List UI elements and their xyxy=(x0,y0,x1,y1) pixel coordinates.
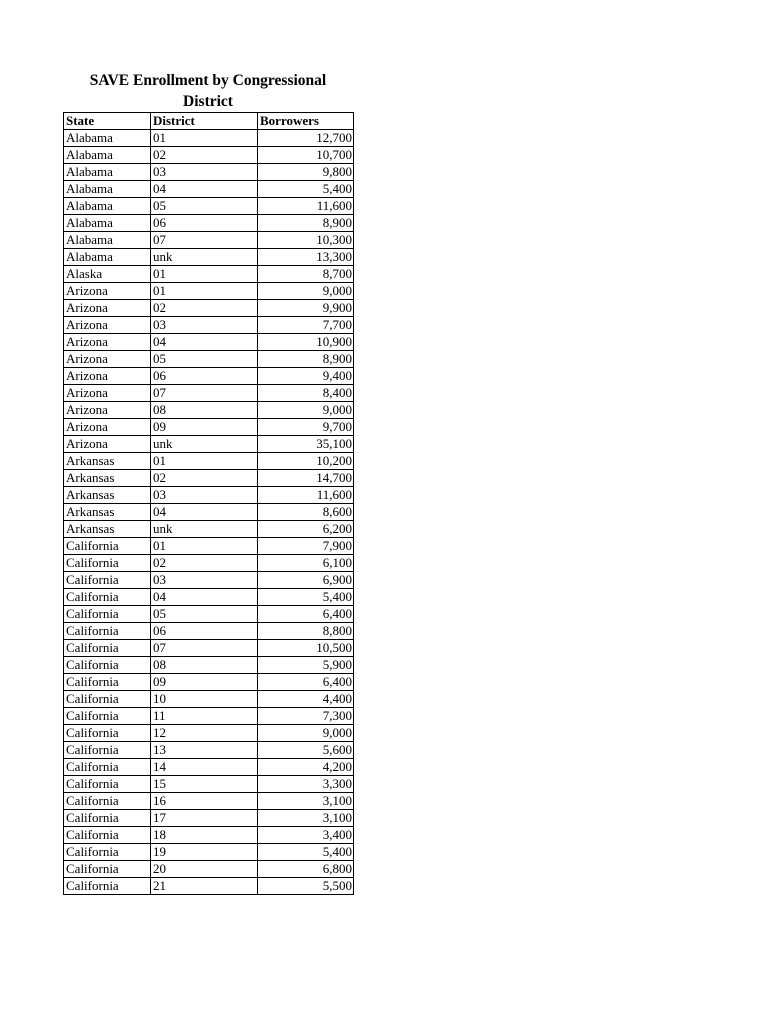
cell-state: California xyxy=(64,759,151,776)
cell-state: Alaska xyxy=(64,266,151,283)
document-title: SAVE Enrollment by Congressional District xyxy=(89,72,327,110)
table-row xyxy=(64,402,354,419)
cell-borrowers: 10,500 xyxy=(258,640,354,657)
cell-district: 05 xyxy=(151,606,258,623)
table-row xyxy=(64,266,354,283)
cell-borrowers: 4,200 xyxy=(258,759,354,776)
table-row xyxy=(64,487,354,504)
cell-district: 05 xyxy=(151,351,258,368)
table-row xyxy=(64,691,354,708)
cell-borrowers: 5,500 xyxy=(258,878,354,895)
table-row xyxy=(64,861,354,878)
cell-borrowers: 10,900 xyxy=(258,334,354,351)
cell-state: California xyxy=(64,640,151,657)
cell-borrowers: 6,400 xyxy=(258,674,354,691)
cell-borrowers: 9,700 xyxy=(258,419,354,436)
cell-borrowers: 35,100 xyxy=(258,436,354,453)
cell-borrowers: 7,300 xyxy=(258,708,354,725)
table-row xyxy=(64,827,354,844)
table-row xyxy=(64,436,354,453)
cell-state: California xyxy=(64,776,151,793)
cell-state: Arkansas xyxy=(64,487,151,504)
cell-state: California xyxy=(64,827,151,844)
table-row xyxy=(64,147,354,164)
cell-district: 04 xyxy=(151,334,258,351)
table-row xyxy=(64,351,354,368)
table-row xyxy=(64,453,354,470)
cell-borrowers: 10,700 xyxy=(258,147,354,164)
column-header-borrowers: Borrowers xyxy=(258,113,354,130)
cell-district: 06 xyxy=(151,368,258,385)
cell-borrowers: 6,200 xyxy=(258,521,354,538)
cell-borrowers: 4,400 xyxy=(258,691,354,708)
table-row xyxy=(64,164,354,181)
cell-district: 06 xyxy=(151,215,258,232)
cell-borrowers: 8,600 xyxy=(258,504,354,521)
cell-district: 19 xyxy=(151,844,258,861)
cell-borrowers: 9,000 xyxy=(258,402,354,419)
document-page xyxy=(63,70,353,895)
cell-borrowers: 9,900 xyxy=(258,300,354,317)
cell-state: Arizona xyxy=(64,300,151,317)
cell-district: 10 xyxy=(151,691,258,708)
table-row xyxy=(64,742,354,759)
cell-state: California xyxy=(64,623,151,640)
table-row xyxy=(64,776,354,793)
cell-state: Arkansas xyxy=(64,453,151,470)
cell-district: 03 xyxy=(151,164,258,181)
cell-district: 01 xyxy=(151,283,258,300)
cell-state: Arizona xyxy=(64,368,151,385)
cell-district: 14 xyxy=(151,759,258,776)
table-row xyxy=(64,759,354,776)
cell-district: 02 xyxy=(151,555,258,572)
cell-district: 04 xyxy=(151,589,258,606)
cell-district: unk xyxy=(151,436,258,453)
table-row xyxy=(64,555,354,572)
table-row xyxy=(64,793,354,810)
cell-district: 03 xyxy=(151,487,258,504)
cell-district: 04 xyxy=(151,504,258,521)
cell-borrowers: 5,600 xyxy=(258,742,354,759)
cell-borrowers: 8,800 xyxy=(258,623,354,640)
cell-district: 12 xyxy=(151,725,258,742)
table-row xyxy=(64,589,354,606)
cell-state: Alabama xyxy=(64,130,151,147)
cell-state: Arizona xyxy=(64,419,151,436)
table-row xyxy=(64,844,354,861)
table-row xyxy=(64,419,354,436)
cell-state: California xyxy=(64,742,151,759)
table-row xyxy=(64,470,354,487)
column-header-state: State xyxy=(64,113,151,130)
cell-state: Arizona xyxy=(64,317,151,334)
table-row xyxy=(64,810,354,827)
cell-state: California xyxy=(64,708,151,725)
cell-district: 01 xyxy=(151,130,258,147)
cell-borrowers: 11,600 xyxy=(258,487,354,504)
cell-borrowers: 5,400 xyxy=(258,181,354,198)
cell-state: California xyxy=(64,691,151,708)
cell-borrowers: 7,900 xyxy=(258,538,354,555)
cell-district: 07 xyxy=(151,640,258,657)
cell-state: California xyxy=(64,725,151,742)
cell-state: California xyxy=(64,844,151,861)
table-row xyxy=(64,657,354,674)
cell-state: California xyxy=(64,878,151,895)
cell-borrowers: 8,900 xyxy=(258,351,354,368)
table-row xyxy=(64,640,354,657)
cell-state: Arizona xyxy=(64,283,151,300)
table-row xyxy=(64,725,354,742)
cell-state: California xyxy=(64,861,151,878)
table-row xyxy=(64,538,354,555)
cell-borrowers: 8,700 xyxy=(258,266,354,283)
table-row xyxy=(64,521,354,538)
table-row xyxy=(64,572,354,589)
cell-state: Arizona xyxy=(64,334,151,351)
cell-borrowers: 3,100 xyxy=(258,810,354,827)
cell-borrowers: 8,400 xyxy=(258,385,354,402)
cell-district: 04 xyxy=(151,181,258,198)
table-row xyxy=(64,249,354,266)
table-row xyxy=(64,215,354,232)
cell-borrowers: 9,000 xyxy=(258,725,354,742)
cell-district: 15 xyxy=(151,776,258,793)
cell-borrowers: 6,100 xyxy=(258,555,354,572)
cell-district: 08 xyxy=(151,657,258,674)
cell-borrowers: 12,700 xyxy=(258,130,354,147)
table-row xyxy=(64,368,354,385)
cell-state: California xyxy=(64,793,151,810)
cell-district: 09 xyxy=(151,419,258,436)
cell-state: Arkansas xyxy=(64,470,151,487)
cell-district: 07 xyxy=(151,385,258,402)
cell-district: 02 xyxy=(151,470,258,487)
cell-state: Alabama xyxy=(64,164,151,181)
cell-state: Arkansas xyxy=(64,521,151,538)
cell-district: unk xyxy=(151,249,258,266)
cell-district: 03 xyxy=(151,317,258,334)
cell-state: California xyxy=(64,810,151,827)
table-row xyxy=(64,232,354,249)
cell-state: Alabama xyxy=(64,181,151,198)
cell-state: Arizona xyxy=(64,385,151,402)
cell-state: California xyxy=(64,674,151,691)
table-row xyxy=(64,300,354,317)
cell-borrowers: 3,300 xyxy=(258,776,354,793)
table-row xyxy=(64,674,354,691)
cell-state: Arkansas xyxy=(64,504,151,521)
cell-district: 02 xyxy=(151,300,258,317)
cell-district: 17 xyxy=(151,810,258,827)
cell-borrowers: 13,300 xyxy=(258,249,354,266)
cell-borrowers: 6,400 xyxy=(258,606,354,623)
cell-borrowers: 9,000 xyxy=(258,283,354,300)
cell-borrowers: 10,300 xyxy=(258,232,354,249)
cell-district: 05 xyxy=(151,198,258,215)
cell-district: 16 xyxy=(151,793,258,810)
cell-district: 20 xyxy=(151,861,258,878)
cell-district: 03 xyxy=(151,572,258,589)
cell-state: Arizona xyxy=(64,436,151,453)
table-row xyxy=(64,385,354,402)
cell-state: Alabama xyxy=(64,232,151,249)
cell-borrowers: 11,600 xyxy=(258,198,354,215)
cell-district: 07 xyxy=(151,232,258,249)
cell-state: California xyxy=(64,555,151,572)
cell-borrowers: 3,100 xyxy=(258,793,354,810)
table-row xyxy=(64,198,354,215)
table-row xyxy=(64,606,354,623)
cell-district: 08 xyxy=(151,402,258,419)
cell-district: 06 xyxy=(151,623,258,640)
cell-state: California xyxy=(64,572,151,589)
cell-state: Alabama xyxy=(64,249,151,266)
table-row xyxy=(64,878,354,895)
cell-district: 21 xyxy=(151,878,258,895)
column-header-district: District xyxy=(151,113,258,130)
table-row xyxy=(64,334,354,351)
cell-district: unk xyxy=(151,521,258,538)
cell-borrowers: 6,800 xyxy=(258,861,354,878)
cell-state: California xyxy=(64,606,151,623)
cell-borrowers: 8,900 xyxy=(258,215,354,232)
cell-borrowers: 6,900 xyxy=(258,572,354,589)
cell-state: Arizona xyxy=(64,402,151,419)
cell-borrowers: 5,400 xyxy=(258,589,354,606)
cell-borrowers: 5,900 xyxy=(258,657,354,674)
cell-district: 01 xyxy=(151,266,258,283)
cell-district: 09 xyxy=(151,674,258,691)
cell-borrowers: 7,700 xyxy=(258,317,354,334)
cell-borrowers: 3,400 xyxy=(258,827,354,844)
table-row xyxy=(64,708,354,725)
cell-district: 11 xyxy=(151,708,258,725)
cell-state: Alabama xyxy=(64,198,151,215)
cell-district: 01 xyxy=(151,453,258,470)
cell-borrowers: 10,200 xyxy=(258,453,354,470)
table-row xyxy=(64,130,354,147)
table-row xyxy=(64,181,354,198)
table-row xyxy=(64,623,354,640)
cell-state: Alabama xyxy=(64,147,151,164)
cell-district: 01 xyxy=(151,538,258,555)
table-row xyxy=(64,504,354,521)
table-body xyxy=(64,130,354,895)
table-header-row xyxy=(64,113,354,130)
enrollment-table xyxy=(63,112,354,895)
cell-borrowers: 14,700 xyxy=(258,470,354,487)
cell-state: Alabama xyxy=(64,215,151,232)
cell-district: 02 xyxy=(151,147,258,164)
table-row xyxy=(64,283,354,300)
cell-state: California xyxy=(64,538,151,555)
cell-borrowers: 9,800 xyxy=(258,164,354,181)
table-row xyxy=(64,317,354,334)
cell-state: Arizona xyxy=(64,351,151,368)
cell-state: California xyxy=(64,589,151,606)
cell-state: California xyxy=(64,657,151,674)
cell-district: 18 xyxy=(151,827,258,844)
cell-district: 13 xyxy=(151,742,258,759)
cell-borrowers: 5,400 xyxy=(258,844,354,861)
cell-borrowers: 9,400 xyxy=(258,368,354,385)
